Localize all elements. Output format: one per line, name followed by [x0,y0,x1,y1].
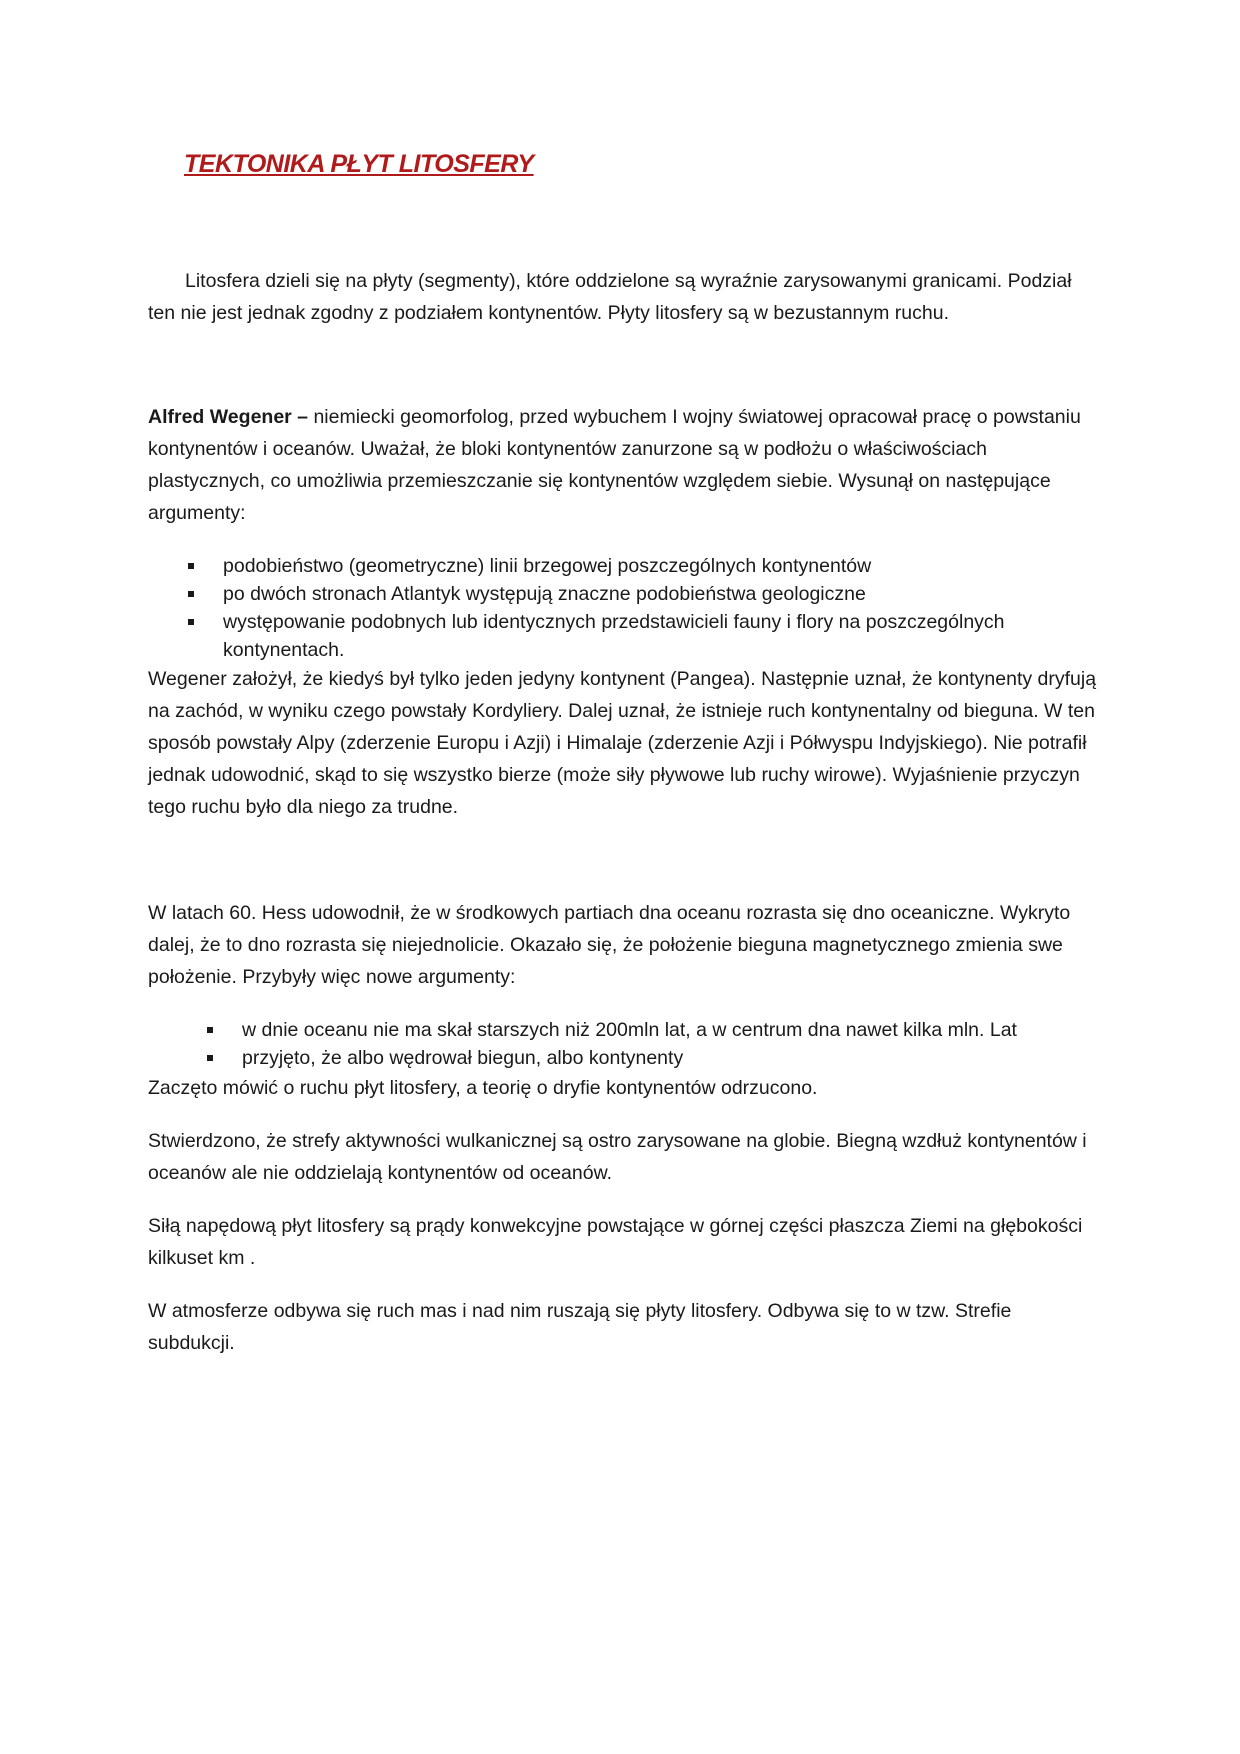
list-item-text: po dwóch stronach Atlantyk występują znaczne podobieństwa geologiczne [223,583,866,605]
square-bullet-icon [188,619,194,625]
wegener-conclusion-paragraph: Wegener założył, że kiedyś był tylko jeden jedyny kontynent (Pangea). Następnie uznał, że kontynenty dryfują na zachód, w wyniku czego powstały Kordyliery. Dalej uznał, że istnieje ruch kontynentalny od bieguna. W ten sposób powstały Alpy (zderzenie Europu i Azji) i Himalaje (zderzenie Azji i Półwyspu Indyjskiego). Nie potrafił jednak udowodnić, skąd to się wszystko bierze (może siły pływowe lub ruchy wirowe). Wyjaśnienie przyczyn tego ruchu było dla niego za trudne. [148,668,1097,818]
intro-paragraph: Litosfera dzieli się na płyty (segmenty), które oddzielone są wyraźnie zarysowanymi granicami. Podział ten nie jest jednak zgodny z podziałem kontynentów. Płyty litosfery są w bezustannym ruchu. [148,270,1072,324]
list-item-text: występowanie podobnych lub identycznych przedstawicieli fauny i flory na poszczególnych kontynentach. [223,611,1005,661]
square-bullet-icon [207,1027,213,1033]
wegener-text: niemiecki geomorfolog, przed wybuchem I wojny światowej opracował pracę o powstaniu kontynentów i oceanów. Uważał, że bloki kontynentów zanurzone są w podłożu o właściwościach plastycznych, co umożliwia przemieszczanie się kontynentów względem siebie. Wysunął on następujące argumenty: [148,406,1081,524]
wegener-paragraph [148,401,1098,529]
wegener-name: Alfred Wegener – [148,406,309,428]
subduction-paragraph: W atmosferze odbywa się ruch mas i nad nim ruszają się płyty litosfery. Odbywa się to w tzw. Strefie subdukcji. [148,1300,1012,1354]
list-item [148,1016,1098,1044]
list-item [148,1044,1098,1072]
list-item-text: podobieństwo (geometryczne) linii brzegowej poszczególnych kontynentów [223,555,872,577]
list-item [148,552,1098,580]
driving-force-paragraph: Siłą napędową płyt litosfery są prądy konwekcyjne powstające w górnej części płaszcza Ziemi na głębokości kilkuset km . [148,1215,1083,1269]
page-title: TEKTONIKA PŁYT LITOSFERY [184,150,534,178]
square-bullet-icon [207,1055,213,1061]
square-bullet-icon [188,563,194,569]
list-item-text: w dnie oceanu nie ma skał starszych niż 200mln lat, a w centrum dna nawet kilka mln. Lat [242,1019,1017,1041]
square-bullet-icon [188,591,194,597]
hess-arguments-list [148,1016,1098,1072]
list-item [148,608,1098,664]
hess-paragraph: W latach 60. Hess udowodnił, że w środkowych partiach dna oceanu rozrasta się dno oceaniczne. Wykryto dalej, że to dno rozrasta się niejednolicie. Okazało się, że położenie bieguna magnetycznego zmienia swe położenie. Przybyły więc nowe argumenty: [148,902,1071,988]
volcanic-zones-paragraph: Stwierdzono, że strefy aktywności wulkanicznej są ostro zarysowane na globie. Biegną wzdłuż kontynentów i oceanów ale nie oddzielają kontynentów od oceanów. [148,1130,1087,1184]
list-item-text: przyjęto, że albo wędrował biegun, albo kontynenty [242,1047,684,1069]
list-item [148,580,1098,608]
wegener-arguments-list [148,552,1098,664]
hess-conclusion-paragraph: Zaczęto mówić o ruchu płyt litosfery, a teorię o dryfie kontynentów odrzucono. [148,1077,818,1099]
